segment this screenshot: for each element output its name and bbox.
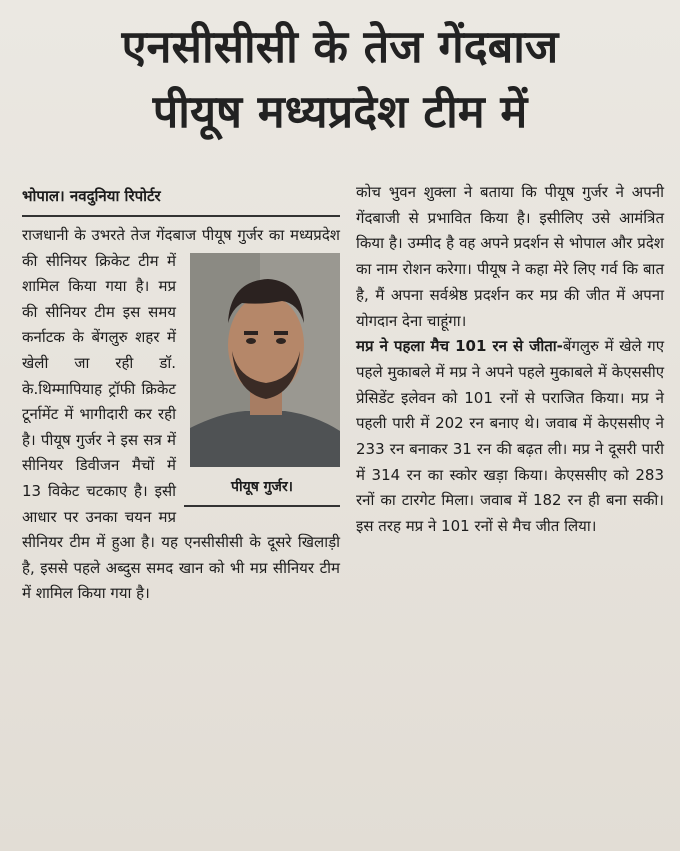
photo-caption: पीयूष गुर्जर। [231, 478, 293, 495]
story-wrap-text: टीम में शामिल किया गया है। मप्र की सीनियर टीम इस समय कर्नाटक के बेंगलुरु शहर में खेली जा रही डॉ. के.थिम्मापियाह ट्रॉफी क्रिकेट [22, 251, 176, 398]
match-report: बेंगलुरु में खेले गए पहले मुकाबले में मप्र ने अपने पहले मुकाबले में केएससीए प्रेसिडेंट इलेवन को 101 रनों से पराजित किया। मप्र ने पहली पारी में 202 रन बनाए थे। जवाब में केएससीए ने 233 रन बनाकर 31 रन की बढ़त ली। मप्र ने दूसरी पारी में 314 रन का स्कोर खड़ा किया। केएससीए को 283 रनों का टारगेट मिला। जवाब में 182 रन ही बना सकी। इस तरह मप्र ने 101 रनों से मैच जीत लिया। [356, 337, 664, 536]
headline [20, 14, 660, 144]
match-subhead: मप्र ने पहला मैच 101 रन से जीता- [356, 337, 563, 356]
story-intro: राजधानी के उभरते तेज गेंदबाज पीयूष गुर्जर का मध्यप्रदेश की सीनियर क्रिकेट [22, 226, 340, 270]
headline-line-1: एनसीसीसी के तेज गेंदबाज [121, 20, 559, 73]
story-rest: टूर्नामेंट में भागीदारी कर रही है। पीयूष गुर्जर ने इस सत्र में सीनियर डिवीजन मैचों में 13 विकेट चटकाए है। इसी आधार पर उनका चयन मप्र सीनियर टीम में हुआ है। यह एनसीसीसी के दूसरे खिलाड़ी है, इससे पहले अब्दुस समद खान को भी मप्र सीनियर टीम में शामिल किया गया है। [22, 405, 340, 603]
story-text-right-1: कोच भुवन शुक्ला ने बताया कि पीयूष गुर्जर ने अपनी गेंदबाजी से प्रभावित किया है। इसीलिए उसे आमंत्रित किया है। उम्मीद है वह अपने प्रदर्शन से भोपाल और प्रदेश का नाम रोशन करेगा। पीयूष ने कहा मेरे लिए गर्व कि बात है, मैं अपना सर्वश्रेष्ठ प्रदर्शन कर मप्र की जीत में अपना योगदान देना चाहूंगा। [356, 183, 664, 330]
right-column [356, 180, 664, 540]
photo-block [184, 253, 340, 515]
byline-divider [22, 215, 340, 217]
player-photo [190, 253, 340, 467]
caption-divider [184, 505, 340, 507]
story-text-right-2 [356, 334, 664, 540]
story-text-left [22, 223, 340, 607]
byline: भोपाल। नवदुनिया रिपोर्टर [22, 187, 161, 205]
left-column [22, 185, 340, 607]
headline-line-2: पीयूष मध्यप्रदेश टीम में [152, 85, 528, 138]
